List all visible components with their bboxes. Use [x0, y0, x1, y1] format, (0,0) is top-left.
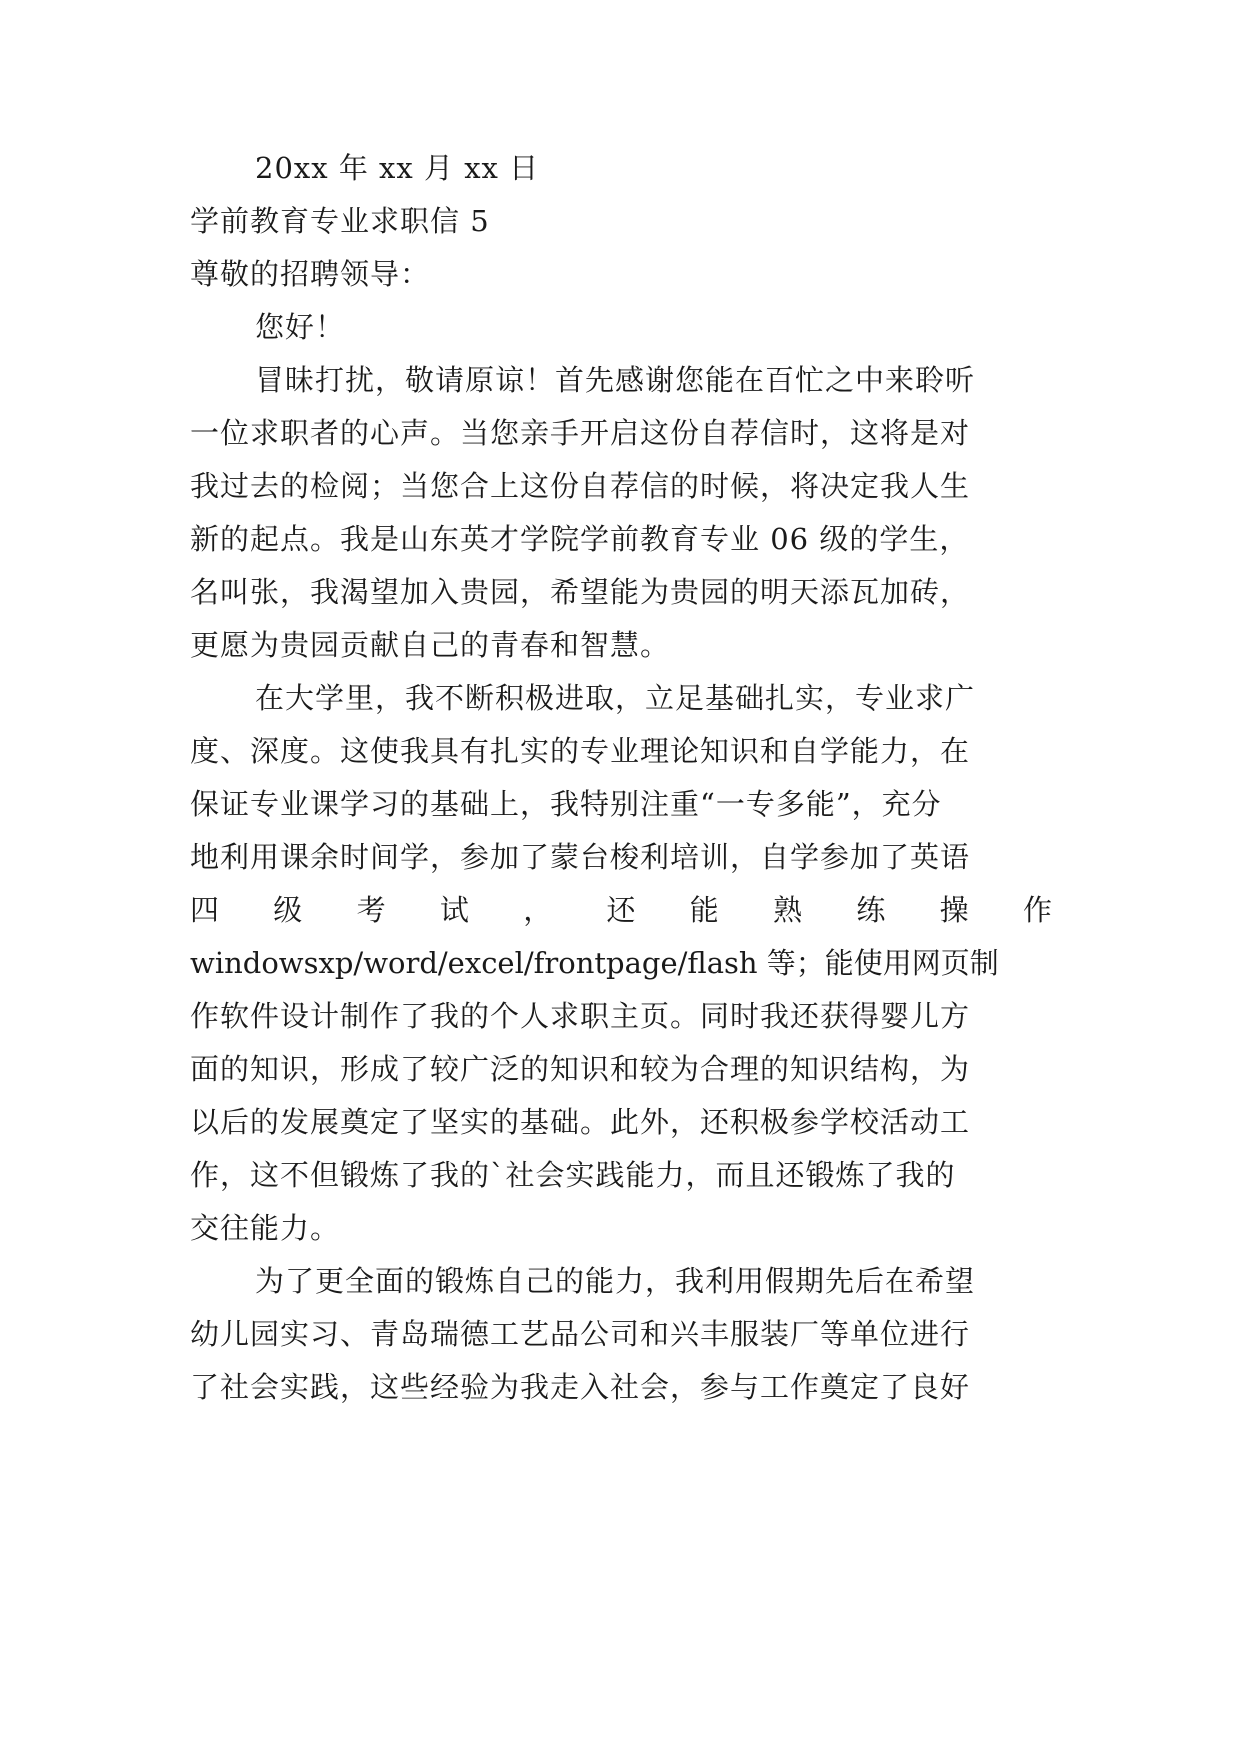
letter-title: 学前教育专业求职信 5	[190, 204, 490, 238]
greeting: 您好！	[255, 310, 346, 344]
paragraph-1-line: 一位求职者的心声。当您亲手开启这份自荐信时，这将是对	[190, 416, 971, 450]
paragraph-2-line: 作软件设计制作了我的个人求职主页。同时我还获得婴儿方	[190, 999, 971, 1033]
paragraph-2-line: windowsxp/word/excel/frontpage/flash 等；能使用网页制	[190, 946, 999, 980]
date-line: 20xx 年 xx 月 xx 日	[255, 151, 540, 185]
paragraph-2-line: 作，这不但锻炼了我的`社会实践能力，而且还锻炼了我的	[190, 1158, 956, 1192]
paragraph-1-line: 我过去的检阅；当您合上这份自荐信的时候，将决定我人生	[190, 469, 971, 503]
spaced-char: 还	[606, 893, 636, 927]
paragraph-2-line: 度、深度。这使我具有扎实的专业理论知识和自学能力，在	[190, 734, 971, 768]
spaced-char: 熟	[773, 893, 803, 927]
paragraph-1-line: 冒昧打扰，敬请原谅！首先感谢您能在百忙之中来聆听	[255, 363, 976, 397]
spaced-char: 作	[1022, 893, 1052, 927]
spaced-char: 考	[356, 893, 386, 927]
paragraph-2-line: 以后的发展奠定了坚实的基础。此外，还积极参学校活动工	[190, 1105, 971, 1139]
spaced-char: 试	[439, 893, 469, 927]
spaced-char: 练	[856, 893, 886, 927]
paragraph-2-line: 保证专业课学习的基础上，我特别注重“一专多能”，充分	[190, 787, 942, 821]
paragraph-2-line: 在大学里，我不断积极进取，立足基础扎实，专业求广	[255, 681, 976, 715]
spaced-char: 级	[273, 893, 303, 927]
paragraph-1-line: 新的起点。我是山东英才学院学前教育专业 06 级的学生，	[190, 522, 970, 556]
paragraph-2-line: 交往能力。	[190, 1211, 341, 1245]
paragraph-1-line: 名叫张，我渴望加入贵园，希望能为贵园的明天添瓦加砖，	[190, 575, 971, 609]
paragraph-2-spaced-line	[190, 890, 1052, 930]
spaced-char: ，	[523, 893, 553, 927]
salutation: 尊敬的招聘领导：	[190, 257, 431, 291]
paragraph-3-line: 幼儿园实习、青岛瑞德工艺品公司和兴丰服装厂等单位进行	[190, 1317, 971, 1351]
spaced-char: 四	[190, 893, 220, 927]
paragraph-3-line: 了社会实践，这些经验为我走入社会，参与工作奠定了良好	[190, 1370, 971, 1404]
paragraph-1-line: 更愿为贵园贡献自己的青春和智慧。	[190, 628, 671, 662]
paragraph-3-line: 为了更全面的锻炼自己的能力，我利用假期先后在希望	[255, 1264, 976, 1298]
paragraph-2-line: 面的知识，形成了较广泛的知识和较为合理的知识结构，为	[190, 1052, 971, 1086]
spaced-char: 能	[689, 893, 719, 927]
spaced-char: 操	[939, 893, 969, 927]
paragraph-2-line: 地利用课余时间学，参加了蒙台梭利培训，自学参加了英语	[190, 840, 971, 874]
